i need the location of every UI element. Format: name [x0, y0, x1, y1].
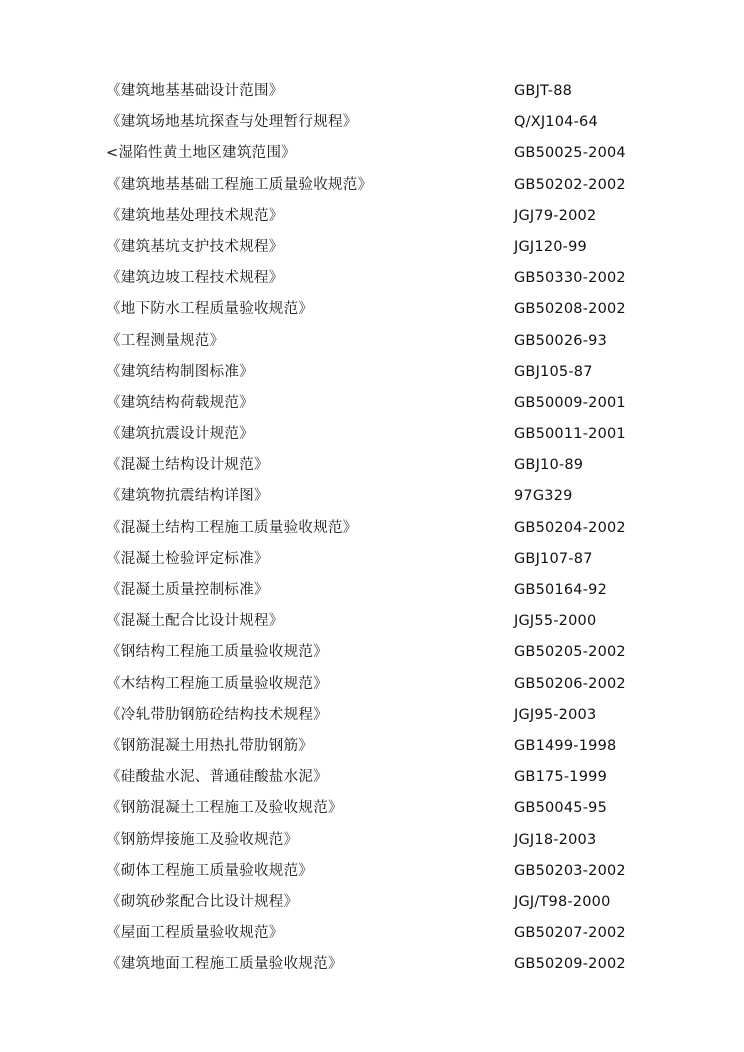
standard-code: GB50208-2002: [514, 301, 626, 318]
standard-title: 《混凝土检验评定标准》: [106, 550, 269, 567]
standard-code: GB50045-95: [514, 800, 607, 817]
standard-code: JGJ/T98-2000: [514, 893, 611, 910]
standard-row: [106, 481, 646, 512]
standard-code: JGJ55-2000: [514, 613, 597, 630]
standard-row: [106, 700, 646, 731]
standard-title: <湿陷性黄土地区建筑范围》: [106, 145, 297, 162]
standard-title: 《地下防水工程质量验收规范》: [106, 301, 314, 318]
standard-code: GB1499-1998: [514, 737, 617, 754]
standard-code: JGJ18-2003: [514, 831, 597, 848]
standard-title: 《砌筑砂浆配合比设计规程》: [106, 893, 299, 910]
standard-code: JGJ95-2003: [514, 706, 597, 723]
standard-title: 《建筑场地基坑探查与处理暂行规程》: [106, 114, 358, 131]
standard-code: GB50205-2002: [514, 644, 626, 661]
standards-list: [106, 76, 646, 980]
standard-code: JGJ79-2002: [514, 207, 597, 224]
standard-row: [106, 544, 646, 575]
standard-title: 《建筑基坑支护技术规程》: [106, 238, 284, 255]
standard-row: [106, 419, 646, 450]
standard-row: [106, 949, 646, 980]
standard-row: [106, 170, 646, 201]
standard-title: 《混凝土结构工程施工质量验收规范》: [106, 519, 358, 536]
standard-code: GB50202-2002: [514, 176, 626, 193]
standard-title: 《砌体工程施工质量验收规范》: [106, 862, 314, 879]
standard-row: [106, 887, 646, 918]
standard-title: 《硅酸盐水泥、普通硅酸盐水泥》: [106, 769, 328, 786]
standard-code: GB50026-93: [514, 332, 607, 349]
standard-row: [106, 388, 646, 419]
standard-row: [106, 918, 646, 949]
standard-code: GB50330-2002: [514, 270, 626, 287]
standard-row: [106, 856, 646, 887]
standard-title: 《钢筋焊接施工及验收规范》: [106, 831, 299, 848]
standard-row: [106, 731, 646, 762]
standard-title: 《混凝土质量控制标准》: [106, 582, 269, 598]
standard-title: 《冷轧带肋钢筋砼结构技术规程》: [106, 706, 328, 723]
standard-code: GB50025-2004: [514, 145, 626, 162]
standard-title: 《建筑结构荷载规范》: [106, 394, 254, 411]
standard-row: [106, 669, 646, 700]
standard-code: GBJT-88: [514, 83, 573, 99]
standard-code: GB175-1999: [514, 769, 607, 786]
standard-code: Q/XJ104-64: [514, 114, 598, 131]
standard-row: [106, 76, 646, 107]
standard-code: GB50204-2002: [514, 519, 626, 536]
standard-row: [106, 762, 646, 793]
standard-row: [106, 825, 646, 856]
standard-code: GB50203-2002: [514, 862, 626, 879]
standard-code: GB50009-2001: [514, 394, 626, 411]
standard-title: 《建筑地基基础设计范围》: [106, 83, 284, 99]
standard-row: [106, 637, 646, 668]
standard-code: GB50164-92: [514, 582, 607, 598]
standard-title: 《木结构工程施工质量验收规范》: [106, 675, 328, 692]
standard-title: 《屋面工程质量验收规范》: [106, 925, 284, 942]
standard-title: 《建筑物抗震结构详图》: [106, 488, 269, 505]
standard-row: [106, 263, 646, 294]
standard-row: [106, 513, 646, 544]
standard-title: 《建筑地基处理技术规范》: [106, 207, 284, 224]
standard-code: GB50206-2002: [514, 675, 626, 692]
standard-title: 《建筑抗震设计规范》: [106, 426, 254, 443]
standard-title: 《建筑边坡工程技术规程》: [106, 270, 284, 287]
standard-code: 97G329: [514, 488, 573, 505]
standard-title: 《混凝土结构设计规范》: [106, 457, 269, 474]
standard-code: GBJ107-87: [514, 550, 593, 567]
standard-title: 《钢结构工程施工质量验收规范》: [106, 644, 328, 661]
standard-code: GB50011-2001: [514, 426, 626, 443]
standard-row: [106, 606, 646, 637]
standard-row: [106, 201, 646, 232]
standard-code: GB50207-2002: [514, 925, 626, 942]
standard-code: GBJ10-89: [514, 457, 584, 474]
standard-row: [106, 138, 646, 169]
standard-row: [106, 107, 646, 138]
standard-title: 《建筑结构制图标准》: [106, 363, 254, 380]
standard-row: [106, 575, 646, 606]
standard-title: 《钢筋混凝土工程施工及验收规范》: [106, 800, 343, 817]
standard-title: 《混凝土配合比设计规程》: [106, 613, 284, 630]
standard-row: [106, 294, 646, 325]
standard-code: GBJ105-87: [514, 363, 593, 380]
standard-row: [106, 450, 646, 481]
standard-title: 《建筑地面工程施工质量验收规范》: [106, 956, 343, 973]
standard-row: [106, 357, 646, 388]
standard-row: [106, 232, 646, 263]
standard-title: 《钢筋混凝土用热扎带肋钢筋》: [106, 737, 314, 754]
standard-row: [106, 793, 646, 824]
standard-title: 《工程测量规范》: [106, 332, 225, 349]
standard-row: [106, 326, 646, 357]
standard-code: GB50209-2002: [514, 956, 626, 973]
standard-title: 《建筑地基基础工程施工质量验收规范》: [106, 176, 373, 193]
standard-code: JGJ120-99: [514, 238, 587, 255]
